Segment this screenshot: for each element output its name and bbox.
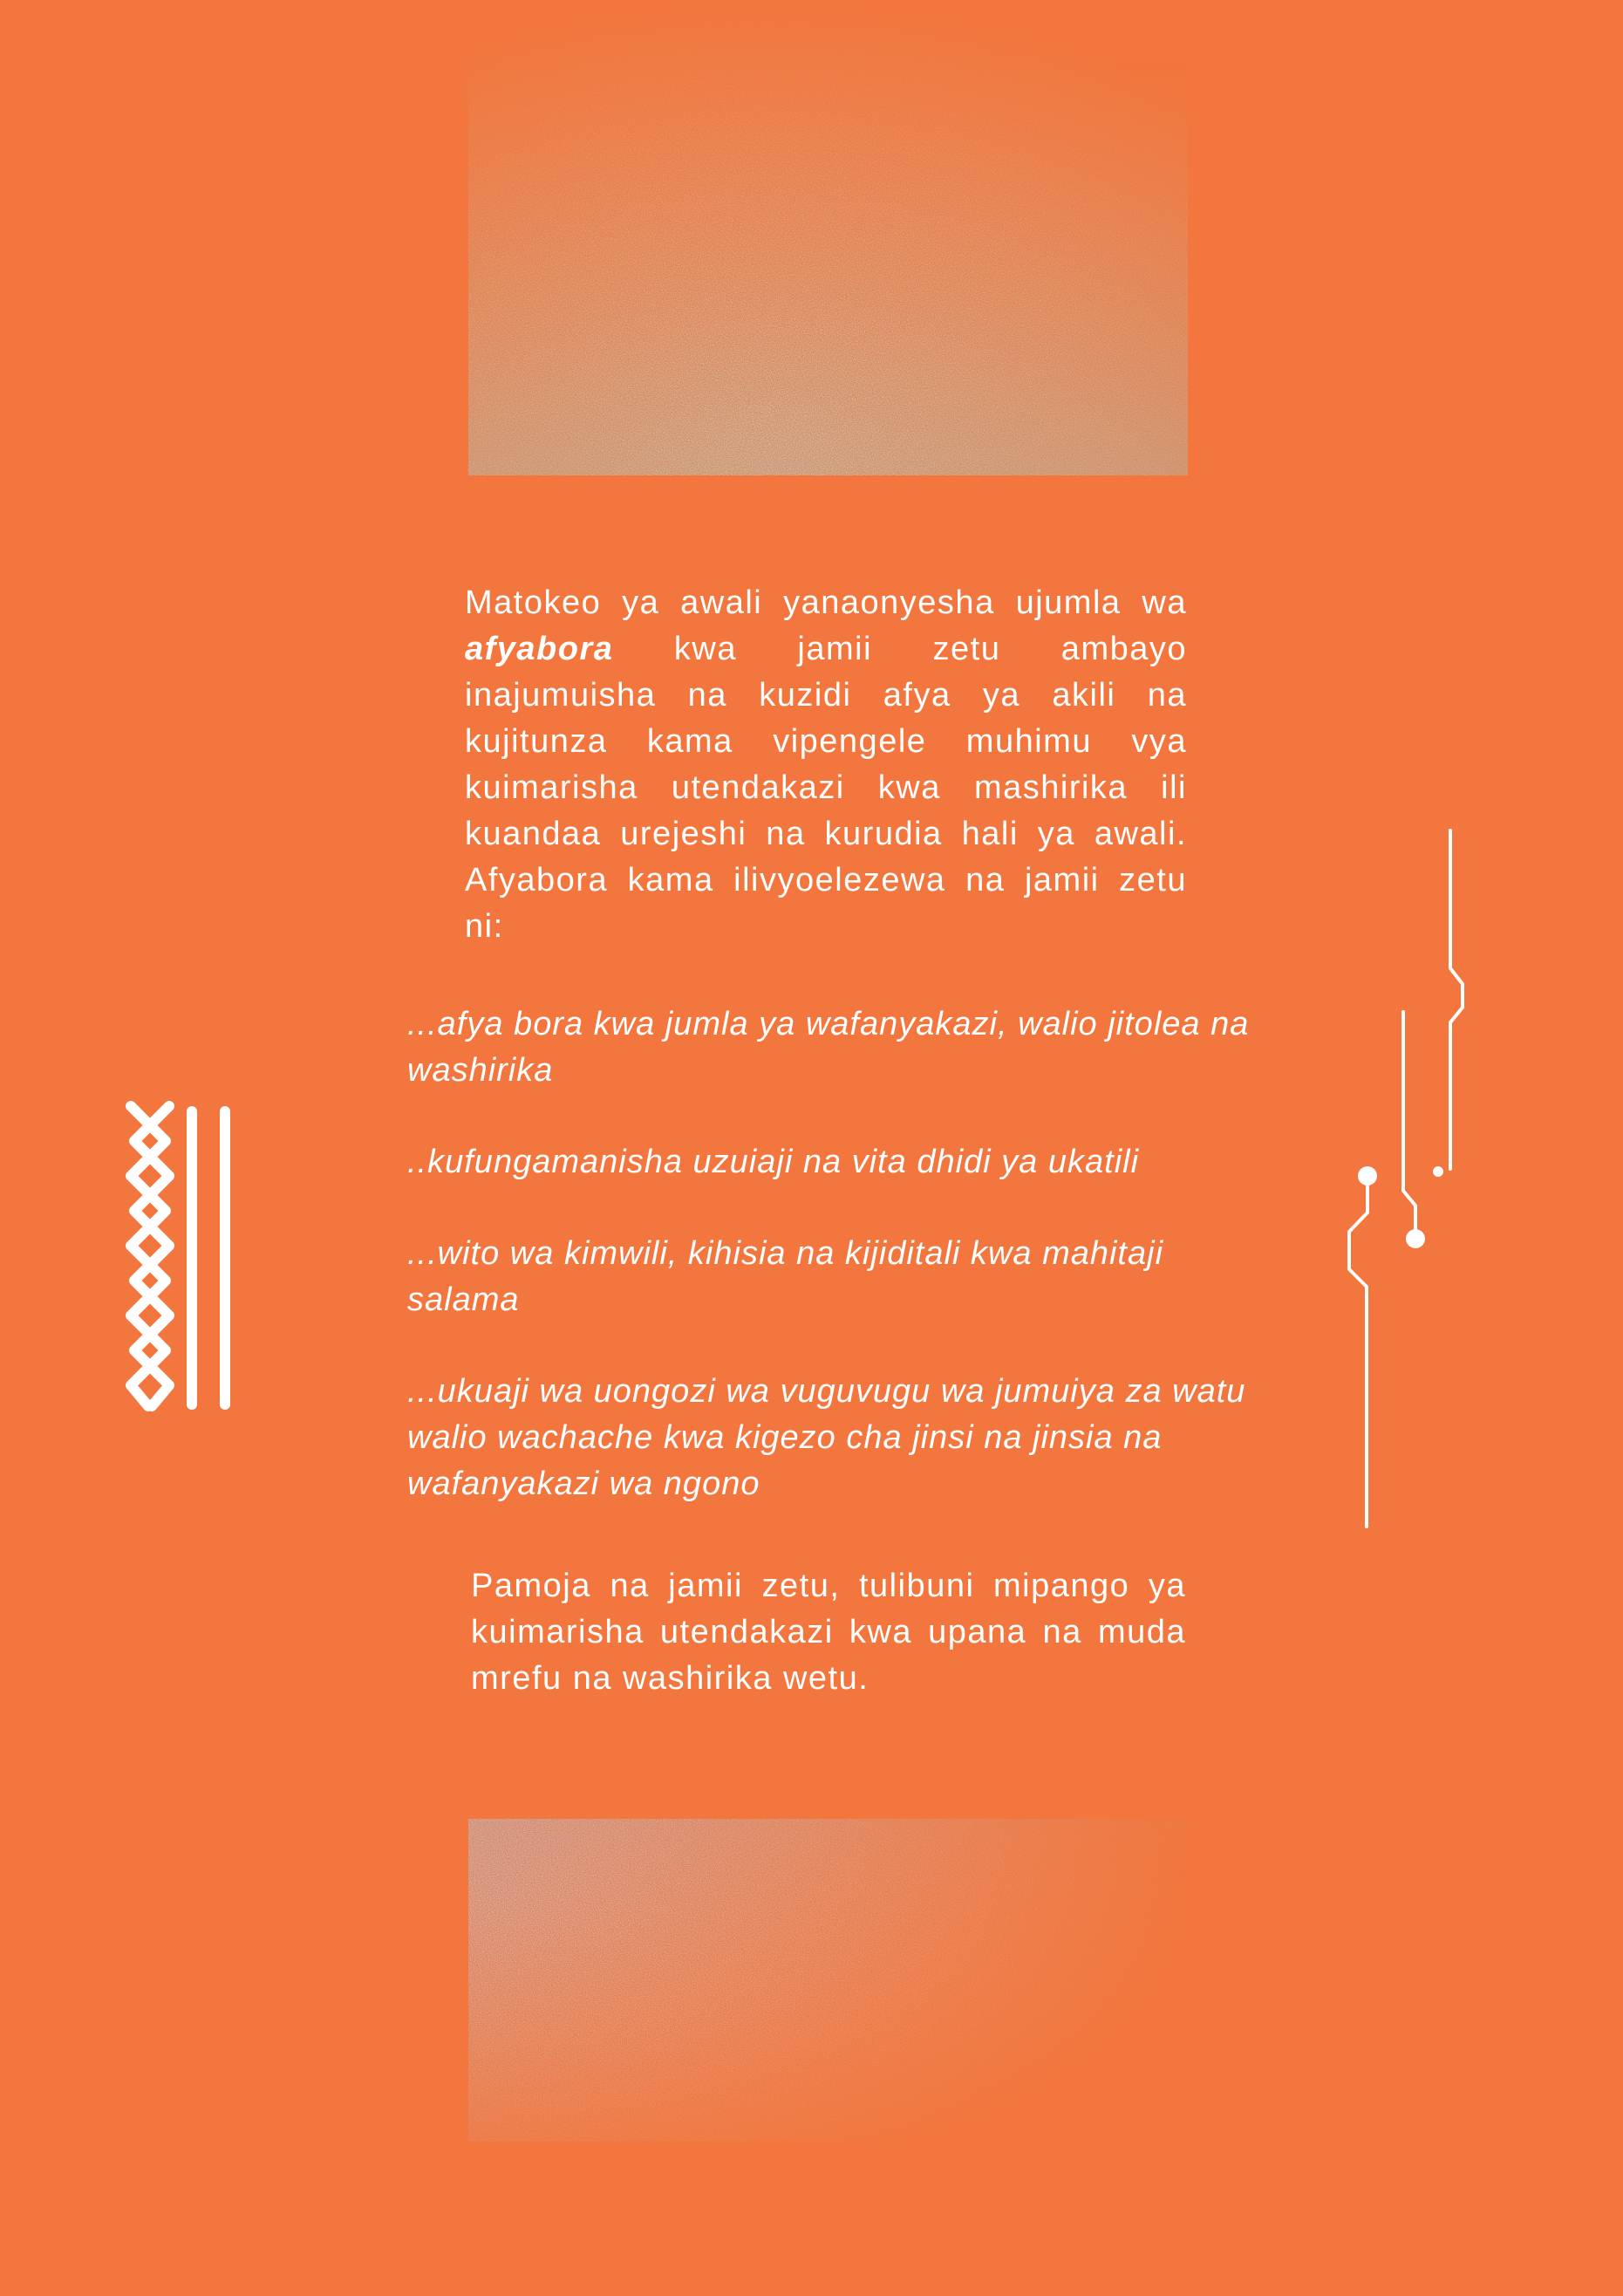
- intro-body: kwa jamii zetu ambayo inajumuisha na kuzidi afya ya akili na kujitunza kama vipengele muhimu vya kuimarisha utendakazi kwa mashirika ili kuandaa urejeshi na kurudia hali ya awali. Afyabora kama ilivyoelezewa na jamii zetu ni:: [465, 631, 1187, 945]
- quotes-list: [407, 1001, 1262, 1553]
- intro-emphasis: afyabora: [465, 631, 614, 667]
- circuit-lines-icon: [1339, 829, 1478, 1535]
- quote-item: ..kufungamanisha uzuiaji na vita dhidi ya ukatili: [407, 1144, 1140, 1180]
- bottom-grain-texture: [468, 1819, 1188, 2142]
- quote-item: ...wito wa kimwili, kihisia na kijiditali kwa mahitaji salama: [407, 1235, 1164, 1318]
- quote-item: ...afya bora kwa jumla ya wafanyakazi, walio jitolea na washirika: [407, 1006, 1250, 1089]
- woven-chain-pattern-icon: [113, 1099, 244, 1413]
- closing-paragraph: Pamoja na jamii zetu, tulibuni mipango ya kuimarisha utendakazi kwa upana na muda mrefu na washirika wetu.: [471, 1568, 1186, 1697]
- intro-lead: Matokeo ya awali yanaonyesha ujumla wa: [465, 584, 1187, 621]
- quote-item: ...ukuaji wa uongozi wa vuguvugu wa jumuiya za watu walio wachache kwa kigezo cha jinsi na jinsia na wafanyakazi wa ngono: [407, 1373, 1246, 1502]
- intro-paragraph: [465, 580, 1187, 950]
- top-grain-texture: [468, 0, 1188, 475]
